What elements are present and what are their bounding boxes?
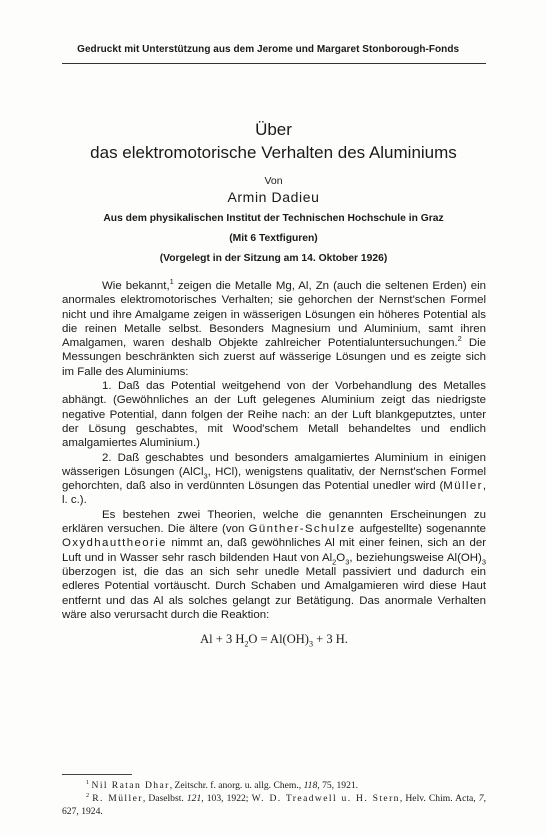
p3-text-a: 2. Daß geschabtes und besonders amalgamiertes Aluminium in einigen wässerigen Lösungen (AlCl: [62, 451, 486, 478]
paragraph-3: [62, 451, 486, 508]
p4-text-b: aufgestellte) sogenannte: [355, 523, 486, 536]
footnote-1-text-b: , 75, 1921.: [317, 780, 359, 791]
p3-sub-3: 3: [203, 471, 208, 481]
p4-sub-3b: 3: [481, 556, 487, 566]
footnote-2-text-c: , Helv. Chim. Acta,: [399, 793, 479, 804]
eq-text-c: + 3 H.: [313, 632, 348, 647]
presentation-date: (Vorgelegt in der Sitzung am 14. Oktober 1926): [159, 253, 388, 264]
footnote-2-volume-2: 7: [478, 793, 484, 804]
p3-text-c: , l. c.).: [62, 480, 486, 507]
footnote-1-num: 1: [86, 778, 90, 786]
footnote-2-author: R. Müller: [92, 793, 143, 804]
footnote-2-author-2: W. D. Treadwell u. H. Stern: [251, 793, 400, 804]
p4-sub-2: 2: [332, 556, 337, 566]
p4-oxydhaut: Oxydhauttheorie: [62, 537, 167, 550]
paragraph-4: [62, 508, 486, 622]
p1-text-a: Wie bekannt,: [102, 280, 170, 292]
footnote-1: [62, 779, 486, 792]
footnote-ref-1: 1: [169, 277, 174, 287]
footnote-2-text-d: , 627, 1924.: [62, 793, 486, 817]
footnote-1-text-a: , Zeitschr. f. anorg. u. allg. Chem.,: [169, 780, 304, 791]
paragraph-1: [62, 279, 486, 379]
p4-text-d: O: [336, 551, 346, 564]
p1-text-c: Die Messungen beschränkten sich zuerst auf wässerige Lösungen und es zeigte sich im Falle des Aluminiums:: [62, 337, 486, 378]
footnote-2-text-a: , Daselbst.: [142, 793, 187, 804]
footnote-2-text-b: , 103, 1922;: [201, 793, 252, 804]
eq-text-a: Al + 3 H: [200, 632, 245, 647]
p4-text-e: , beziehungsweise Al(OH): [349, 551, 482, 564]
p4-text-a: Es bestehen zwei Theorien, welche die genannten Erscheinungen zu erklären versuchen. Die ältere (von: [62, 508, 486, 536]
p4-text-c: nimmt an, daß gewöhnliches Al mit einer feinen, sich an der Luft und in Wasser sehr rasch bildenden Haut von Al: [62, 537, 486, 564]
title-line-1: Über: [255, 120, 292, 139]
footnote-rule: [62, 774, 132, 775]
paragraph-2: 1. Daß das Potential weitgehend von der Vorbehandlung des Metalles abhängt. (Gewöhnliches an der Luft gelegenes Aluminium zeigt das niedrigste negative Potential, dann folgen der Reihe nach: an der Luft blankgeputztes, unter der Lösung geschabtes, mit Wood'schem Metall behandeltes und endlich amalgamiertes Aluminium.): [62, 380, 486, 450]
p1-text-b: zeigen die Metalle Mg, Al, Zn (auch die seltenen Erden) ein anormales elektromotorisches Verhalten; sie gehorchen der Nernst'schen Formel nicht und ihre Amalgame zeigen in wässerigen Lösungen ein höheres Potential als die reinen Metalle selbst. Besonders Magnesium und Aluminium, samt ihren Amalgamen, waren deshalb Objekte zahlreicher Potentialuntersuchungen.: [62, 280, 486, 350]
p4-author-gs: Günther-Schulze: [248, 523, 356, 536]
author-name: Armin Dadieu: [227, 189, 320, 205]
eq-text-b: O = Al(OH): [248, 632, 309, 647]
p4-text-f: überzogen ist, die das an sich sehr unedle Metall passiviert und dadurch ein edleres Potential vortäuscht. Durch Schaben und Amalgamieren wird diese Haut entfernt und das Al als solches gelangt zur Betätigung. Das anormale Verhalten wäre also verursacht durch die Reaktion:: [62, 565, 486, 621]
header-rule: [62, 63, 486, 64]
footnote-2: [62, 792, 486, 818]
eq-sub-2: 2: [244, 639, 249, 649]
footnote-2-volume: 121: [186, 793, 202, 804]
p3-author-mueller: Müller: [443, 480, 483, 493]
title-line-2: das elektromotorische Verhalten des Aluminiums: [90, 143, 457, 162]
running-head: Gedruckt mit Unterstützung aus dem Jerome und Margaret Stonborough-Fonds: [77, 44, 460, 55]
footnote-1-volume: 118: [303, 780, 318, 791]
eq-sub-3: 3: [308, 639, 314, 649]
footnote-2-num: 2: [86, 791, 90, 799]
footnote-1-author: Nil Ratan Dhar: [91, 780, 170, 791]
footnote-ref-2: 2: [457, 334, 462, 344]
affiliation: Aus dem physikalischen Institut der Technischen Hochschule in Graz: [103, 213, 444, 224]
reaction-equation: [62, 632, 486, 649]
figures-note: (Mit 6 Textfiguren): [229, 233, 318, 244]
byline-von: Von: [264, 175, 283, 187]
p3-text-b: , HCl), wenigstens qualitativ, der Nernst'schen Formel gehorchten, daß also in verdünnten Lösungen das Potential unedler wird (: [62, 465, 486, 493]
p4-sub-3: 3: [345, 556, 350, 566]
body-text: [62, 277, 487, 649]
footnotes: [62, 779, 486, 818]
